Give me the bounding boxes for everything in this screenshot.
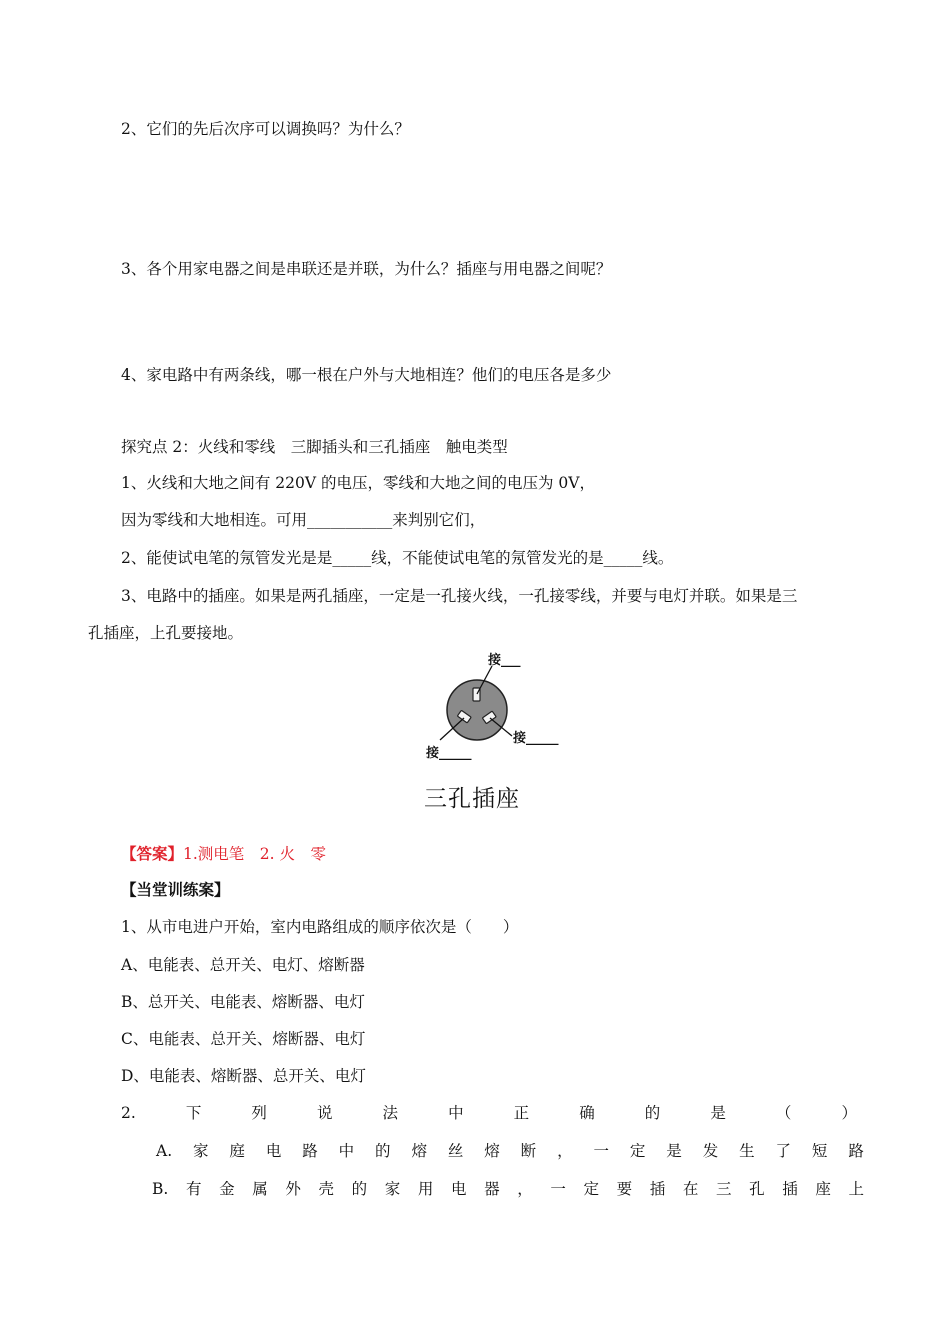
option-b-token: 属 bbox=[252, 1180, 268, 1198]
socket-label-right: 接_____ bbox=[513, 731, 559, 746]
option-b-token: 一 bbox=[550, 1180, 566, 1198]
question-2-option-a bbox=[156, 1140, 864, 1162]
answer-line bbox=[121, 843, 326, 865]
question-2-option-b bbox=[152, 1178, 864, 1200]
question-2-token: 正 bbox=[513, 1104, 530, 1122]
option-d: D、电能表、熔断器、总开关、电灯 bbox=[121, 1067, 366, 1085]
answer-text: 1.测电笔 2. 火 零 bbox=[183, 845, 327, 863]
option-b-token: 金 bbox=[219, 1180, 235, 1198]
option-b-token: 器 bbox=[484, 1180, 500, 1198]
option-b-token: 座 bbox=[815, 1180, 831, 1198]
option-a-token: 一 bbox=[593, 1142, 609, 1160]
option-a-token: 丝 bbox=[447, 1142, 464, 1160]
option-a-token: 发 bbox=[702, 1142, 719, 1160]
option-b-token: 有 bbox=[185, 1180, 202, 1198]
option-a-token: 路 bbox=[302, 1142, 318, 1160]
option-a-token: 路 bbox=[848, 1142, 864, 1160]
option-a: A、电能表、总开关、电灯、熔断器 bbox=[121, 956, 365, 974]
option-a-token: 熔 bbox=[484, 1142, 500, 1160]
option-a-token: 定 bbox=[629, 1142, 646, 1160]
question-2-token: 说 bbox=[316, 1104, 333, 1122]
option-b-token: 插 bbox=[782, 1180, 798, 1198]
option-a-token: 庭 bbox=[229, 1142, 245, 1160]
question-2-token: 法 bbox=[382, 1104, 399, 1122]
option-a-token: 断 bbox=[520, 1142, 537, 1160]
option-b-token: 用 bbox=[417, 1180, 434, 1198]
option-a-token: 家 bbox=[193, 1142, 209, 1160]
question-2-token: 的 bbox=[644, 1104, 661, 1122]
question-2-token: 中 bbox=[448, 1104, 464, 1122]
option-a-token: 是 bbox=[666, 1142, 682, 1160]
option-a-token: ， bbox=[557, 1142, 573, 1160]
option-b-token: ， bbox=[517, 1180, 533, 1198]
question-2-token: 列 bbox=[251, 1104, 267, 1122]
option-a-token: 短 bbox=[811, 1142, 828, 1160]
explore-paragraph-1a: 1、火线和大地之间有 220V 的电压，零线和大地之间的电压为 0V， bbox=[121, 474, 595, 492]
question-4: 4、家电路中有两条线，哪一根在户外与大地相连？他们的电压各是多少 bbox=[121, 366, 612, 384]
option-a-token: 了 bbox=[775, 1142, 792, 1160]
answer-tag: 【答案】 bbox=[121, 844, 184, 863]
option-a-token: 电 bbox=[265, 1142, 282, 1160]
option-a-token: 中 bbox=[338, 1142, 355, 1160]
option-a-token: 的 bbox=[375, 1142, 391, 1160]
option-b-token: 插 bbox=[649, 1180, 666, 1198]
question-2-token: 2. bbox=[121, 1104, 136, 1122]
question-2-token: 下 bbox=[185, 1104, 202, 1122]
question-2-token: 是 bbox=[710, 1104, 726, 1122]
training-heading: 【当堂训练案】 bbox=[121, 880, 230, 899]
option-a-token: 生 bbox=[739, 1142, 755, 1160]
option-b-token: 家 bbox=[384, 1180, 401, 1198]
explore-title: 探究点 2：火线和零线 三脚插头和三孔插座 触电类型 bbox=[121, 438, 508, 456]
training-question-1: 1、从市电进户开始，室内电路组成的顺序依次是（ ） bbox=[121, 918, 519, 936]
question-2-token: ） bbox=[841, 1104, 857, 1122]
option-b-token: B. bbox=[152, 1180, 169, 1198]
option-b-token: 电 bbox=[450, 1180, 467, 1198]
question-2-token: 确 bbox=[579, 1104, 595, 1122]
training-question-2 bbox=[121, 1102, 857, 1124]
socket-label-top: 接___ bbox=[488, 653, 521, 668]
option-b-token: 外 bbox=[285, 1180, 301, 1198]
explore-paragraph-3b: 孔插座，上孔要接地。 bbox=[88, 624, 244, 642]
explore-paragraph-2: 2、能使试电笔的氖管发光是是_____线，不能使试电笔的氖管发光的是_____线。 bbox=[121, 549, 674, 567]
socket-label-left: 接_____ bbox=[426, 746, 472, 761]
option-a-token: A. bbox=[156, 1142, 173, 1160]
explore-paragraph-3a: 3、电路中的插座。如果是两孔插座，一定是一孔接火线，一孔接零线，并要与电灯并联。如果是三 bbox=[121, 587, 798, 605]
option-c: C、电能表、总开关、熔断器、电灯 bbox=[121, 1030, 366, 1048]
option-b-token: 定 bbox=[583, 1180, 599, 1198]
socket-caption: 三孔插座 bbox=[424, 786, 520, 812]
option-b-token: 的 bbox=[351, 1180, 368, 1198]
question-2-token: （ bbox=[775, 1104, 792, 1122]
option-a-token: 熔 bbox=[411, 1142, 427, 1160]
option-b: B、总开关、电能表、熔断器、电灯 bbox=[121, 993, 365, 1011]
question-3: 3、各个用家电器之间是串联还是并联，为什么？插座与用电器之间呢？ bbox=[121, 260, 612, 278]
option-b-token: 孔 bbox=[749, 1180, 765, 1198]
explore-paragraph-1b: 因为零线和大地相连。可用___________来判别它们， bbox=[121, 511, 486, 529]
option-b-token: 要 bbox=[616, 1180, 633, 1198]
option-b-token: 三 bbox=[715, 1180, 732, 1198]
option-b-token: 在 bbox=[682, 1180, 699, 1198]
question-2: 2、它们的先后次序可以调换吗？为什么？ bbox=[121, 120, 410, 138]
option-b-token: 壳 bbox=[318, 1180, 334, 1198]
option-b-token: 上 bbox=[848, 1180, 864, 1198]
